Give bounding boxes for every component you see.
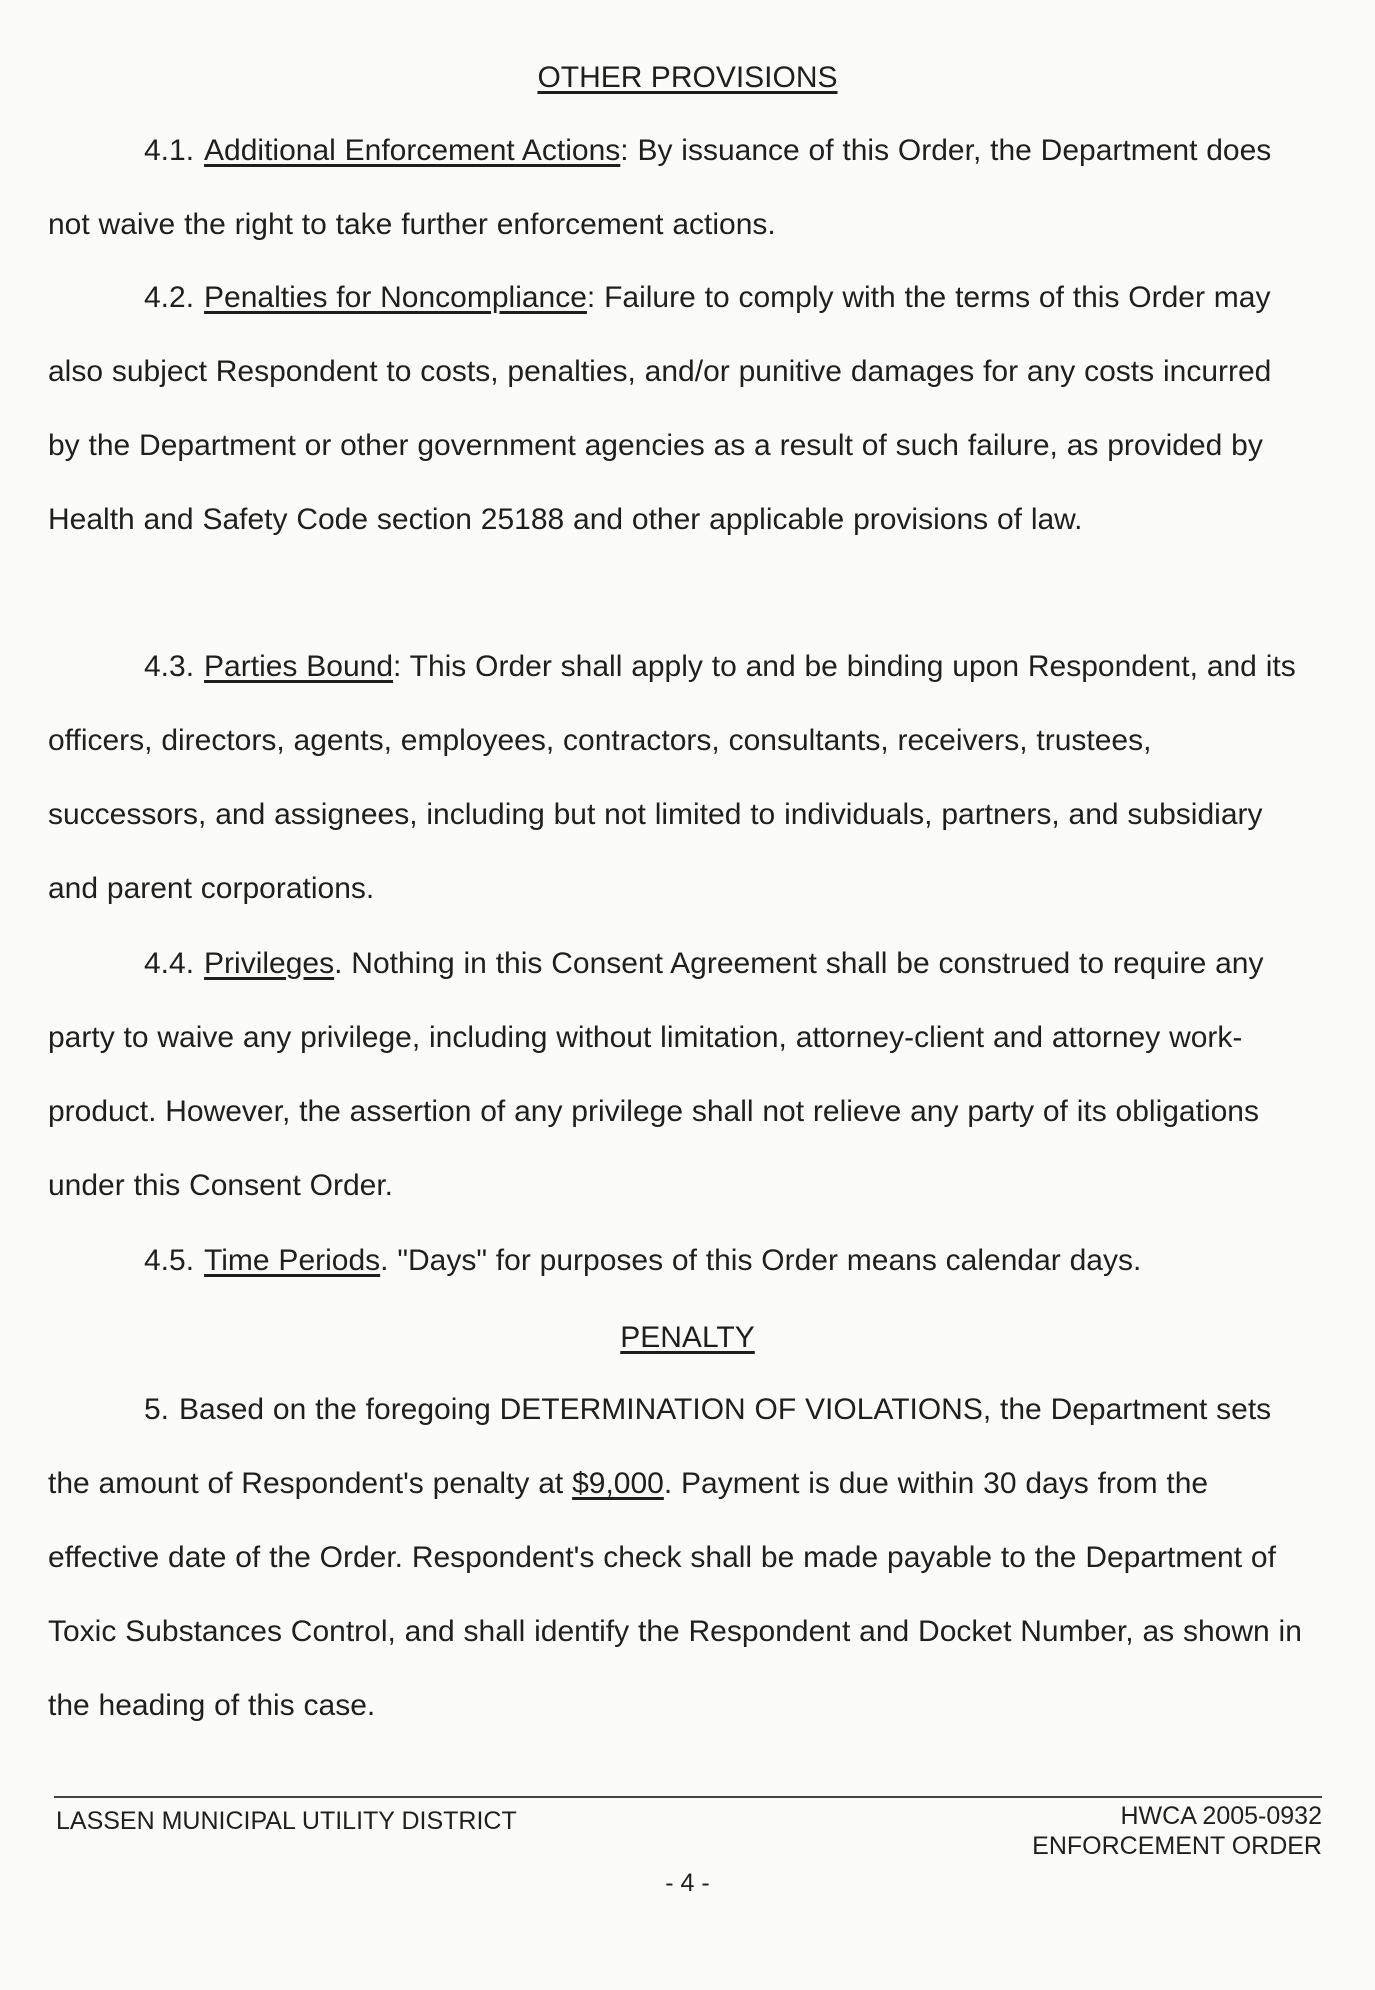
paragraph-text: : This Order shall apply to and be binding upon Respondent, and its officers, directors, agents, employees, contractors, consultants, receivers, trustees, successors, and assignees, including but not limited to individuals, partners, and subsidiary and parent corporations. (48, 650, 1296, 905)
paragraph-number: 4.3. (144, 650, 195, 683)
footer-divider (54, 1796, 1322, 1798)
footer-document-type: ENFORCEMENT ORDER (1032, 1832, 1322, 1860)
paragraph-text: : Failure to comply with the terms of this Order may also subject Respondent to costs, penalties, and/or punitive damages for any costs incurred by the Department or other government agencies as a result of such failure, as provided by Health and Safety Code section 25188 and other applicable provisions of law. (48, 281, 1272, 536)
other-provisions-title: OTHER PROVISIONS (537, 61, 838, 94)
penalty-amount: $9,000 (572, 1467, 664, 1500)
paragraph-number: 4.5. (144, 1244, 195, 1277)
paragraph-number: 4.4. (144, 947, 195, 980)
footer-docket-number: HWCA 2005-0932 (1120, 1802, 1322, 1830)
paragraph-text-after: . Payment is due within 30 days from the effective date of the Order. Respondent's check shall be made payable to the Department of Toxic Substances Control, and shall identify the Respondent and Docket Number, as shown in the heading of this case. (48, 1467, 1302, 1722)
paragraph-4-1 (48, 114, 1308, 262)
paragraph-text-before: Based on the foregoing DETERMINATION OF VIOLATIONS, the Department sets the amount of Respondent's penalty at (48, 1393, 1272, 1500)
penalty-title: PENALTY (620, 1321, 755, 1354)
paragraph-heading: Time Periods (204, 1244, 381, 1277)
section-heading-penalty (0, 1320, 1375, 1356)
page-number: - 4 - (665, 1869, 710, 1897)
footer-docket-block (1032, 1801, 1322, 1861)
paragraph-heading: Parties Bound (204, 650, 393, 683)
paragraph-4-3 (48, 630, 1308, 926)
paragraph-number: 4.2. (144, 281, 195, 314)
paragraph-heading: Privileges (204, 947, 335, 980)
section-heading-other-provisions (0, 60, 1375, 96)
paragraph-text: : By issuance of this Order, the Department does not waive the right to take further enforcement actions. (48, 134, 1272, 241)
paragraph-4-5 (48, 1224, 1308, 1298)
paragraph-text: . "Days" for purposes of this Order means calendar days. (380, 1244, 1142, 1277)
paragraph-4-2 (48, 261, 1308, 557)
paragraph-heading: Penalties for Noncompliance (204, 281, 587, 314)
paragraph-number: 4.1. (144, 134, 195, 167)
paragraph-number: 5. (144, 1393, 170, 1426)
paragraph-text: . Nothing in this Consent Agreement shall be construed to require any party to waive any privilege, including without limitation, attorney-client and attorney work-product. However, the assertion of any privilege shall not relieve any party of its obligations under this Consent Order. (48, 947, 1264, 1202)
footer-respondent-name: LASSEN MUNICIPAL UTILITY DISTRICT (56, 1807, 517, 1835)
paragraph-heading: Additional Enforcement Actions (204, 134, 621, 167)
paragraph-5 (48, 1373, 1308, 1743)
paragraph-4-4 (48, 927, 1308, 1223)
